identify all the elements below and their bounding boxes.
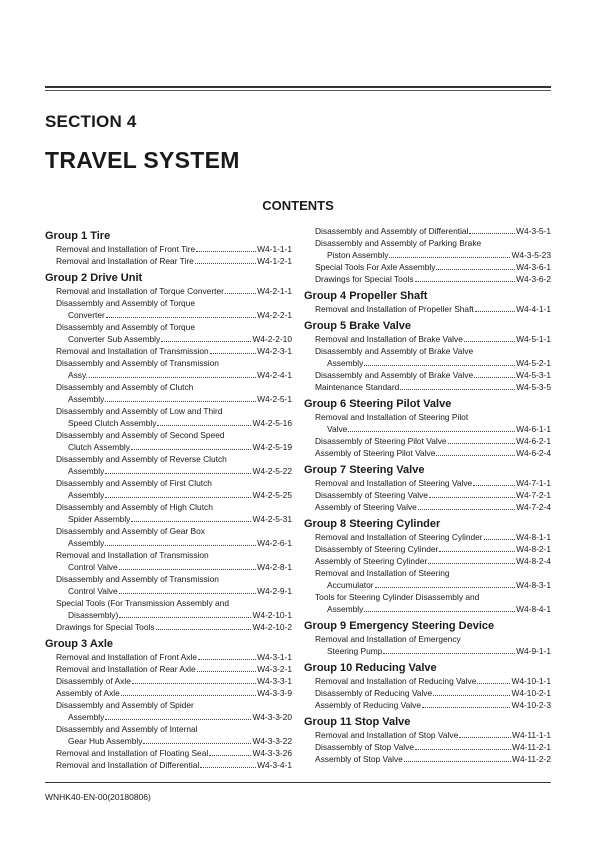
dot-leader [210,353,256,354]
page-number: W4-2-2-10 [252,334,292,344]
entry-text: Assembly [327,604,364,614]
dot-leader [474,377,515,378]
entry-text: Disassembly and Assembly of Spider [56,700,194,710]
page-number: W4-2-5-22 [252,466,292,476]
dot-leader [429,497,515,498]
dot-leader [477,683,510,684]
entry-text: Assembly of Steering Cylinder [315,556,428,566]
entry-text: Piston Assembly [327,250,389,260]
entry-text: Removal and Installation of Propeller Shaft [315,304,474,314]
group-title: Group 5 Brake Valve [304,320,411,332]
dot-leader [364,611,515,612]
dot-leader [197,671,256,672]
toc-entry[interactable] [45,675,292,687]
dot-leader [436,455,515,456]
dot-leader [418,509,515,510]
page-number: W4-2-5-19 [252,442,292,452]
toc-entry[interactable] [304,477,551,489]
toc-left-column [45,225,292,771]
dot-leader [200,767,256,768]
page-number: W4-5-3-5 [516,382,551,392]
page-number: W4-2-1-1 [257,286,292,296]
page-number: W4-3-3-20 [252,712,292,722]
entry-text: Disassembly and Assembly of Reverse Clutch [56,454,227,464]
dot-leader [132,683,256,684]
entry-text: Tools for Steering Cylinder Disassembly and [315,592,480,602]
entry-text: Disassembly and Assembly of Transmission [56,574,219,584]
toc-entry[interactable] [45,285,292,297]
page-number: W4-3-2-1 [257,664,292,674]
entry-text: Removal and Installation of Steering Cylinder [315,532,483,542]
toc-entry[interactable] [45,525,292,549]
dot-leader [156,629,252,630]
page-number: W4-7-2-1 [516,490,551,500]
group-title: Group 11 Stop Valve [304,716,411,728]
entry-text: Disassembly) [68,610,119,620]
page-number: W4-8-1-1 [516,532,551,542]
dot-leader [157,425,251,426]
dot-leader [436,269,515,270]
footer-rule [45,782,551,783]
dot-leader [119,593,256,594]
entry-text: Clutch Assembly [68,442,130,452]
page-number: W4-8-3-1 [516,580,551,590]
page-number: W4-2-10-1 [252,610,292,620]
page-number: W4-2-10-2 [252,622,292,632]
toc-group [304,517,551,615]
dot-leader [422,707,510,708]
page-number: W4-3-6-2 [516,274,551,284]
dot-leader [119,617,251,618]
toc-entry[interactable] [45,621,292,633]
toc-entry[interactable] [45,453,292,477]
entry-text: Disassembly and Assembly of Torque [56,298,196,308]
toc-entry[interactable] [304,531,551,543]
toc-entry[interactable] [45,381,292,405]
entry-text: Disassembly and Assembly of Transmission [56,358,219,368]
entry-text: Disassembly and Assembly of Second Speed [56,430,225,440]
dot-leader [105,401,256,402]
toc-entry[interactable] [45,501,292,525]
page-number: W4-8-4-1 [516,604,551,614]
dot-leader [105,473,251,474]
page-number: W4-11-2-1 [512,742,551,752]
toc-entry[interactable] [304,591,551,615]
toc-entry[interactable] [304,369,551,381]
page-number: W4-2-8-1 [257,562,292,572]
dot-leader [448,443,516,444]
page-number: W4-10-1-1 [511,676,551,686]
entry-text: Removal and Installation of Steering Valve [315,478,473,488]
entry-text: Assembly of Steering Valve [315,502,417,512]
entry-text: Removal and Installation of Stop Valve [315,730,459,740]
dot-leader [415,749,511,750]
toc-entry[interactable] [45,699,292,723]
dot-leader [375,587,516,588]
entry-text: Disassembly and Assembly of Gear Box [56,526,205,536]
dot-leader [415,281,516,282]
dot-leader [428,563,515,564]
entry-text: Removal and Installation of Reducing Valve [315,676,477,686]
dot-leader [131,449,252,450]
toc-entry[interactable] [304,741,551,753]
entry-text: Removal and Installation of Transmission [56,550,209,560]
entry-text: Disassembly of Steering Cylinder [315,544,439,554]
dot-leader [143,743,251,744]
toc-group [45,637,292,771]
toc-group [304,661,551,711]
page-number: W4-5-3-1 [516,370,551,380]
entry-text: Removal and Installation of Floating Seal [56,748,209,758]
entry-text: Disassembly of Reducing Valve [315,688,433,698]
header-rule-thick [45,86,551,88]
dot-leader [433,695,510,696]
toc-entry[interactable] [45,255,292,267]
toc-entry[interactable] [304,435,551,447]
toc-entry[interactable] [45,321,292,345]
page-number: W4-1-1-1 [257,244,292,254]
page-number: W4-6-2-1 [516,436,551,446]
group-title: Group 8 Steering Cylinder [304,518,441,530]
entry-text: Removal and Installation of Differential [56,760,200,770]
dot-leader [484,539,516,540]
toc-entry[interactable] [45,345,292,357]
toc-entry[interactable] [45,243,292,255]
dot-leader [105,497,251,498]
toc-entry[interactable] [45,597,292,621]
entry-text: Spider Assembly [68,514,131,524]
page-number: W4-7-2-4 [516,502,551,512]
entry-text: Removal and Installation of Steering Pilot [315,412,469,422]
page-number: W4-2-5-25 [252,490,292,500]
dot-leader [473,485,515,486]
toc-right-column [304,225,551,765]
toc-group [45,229,292,267]
toc-entry[interactable] [304,489,551,501]
page-number: W4-3-3-9 [257,688,292,698]
entry-text: Removal and Installation of Transmission [56,346,209,356]
entry-text: Assembly of Axle [56,688,120,698]
toc-entry[interactable] [45,477,292,501]
entry-text: Assy. [68,370,88,380]
toc-group [304,289,551,315]
entry-text: Disassembly of Axle [56,676,131,686]
entry-text: Drawings for Special Tools [56,622,155,632]
page-number: W4-2-9-1 [257,586,292,596]
toc-entry[interactable] [45,663,292,675]
entry-text: Assembly of Stop Valve [315,754,403,764]
toc-entry[interactable] [304,675,551,687]
toc-group [45,271,292,633]
entry-text: Disassembly and Assembly of First Clutch [56,478,212,488]
page-number: W4-2-5-1 [257,394,292,404]
page-number: W4-3-3-22 [252,736,292,746]
group-title: Group 4 Propeller Shaft [304,290,428,302]
entry-text: Disassembly of Steering Valve [315,490,428,500]
page-number: W4-10-2-3 [511,700,551,710]
toc-entry[interactable] [304,345,551,369]
toc-entry[interactable] [304,411,551,435]
toc-entry[interactable] [304,687,551,699]
dot-leader [439,551,515,552]
page-number: W4-8-2-4 [516,556,551,566]
section-label: SECTION 4 [45,112,137,131]
dot-leader [131,521,251,522]
toc-entry[interactable] [45,297,292,321]
group-title: Group 6 Steering Pilot Valve [304,398,452,410]
entry-text: Disassembly of Steering Pilot Valve [315,436,447,446]
page-number: W4-3-3-26 [252,748,292,758]
toc-entry[interactable] [45,687,292,699]
page-number: W4-4-1-1 [516,304,551,314]
entry-text: Assembly [327,358,364,368]
page-number: W4-6-2-4 [516,448,551,458]
toc-entry[interactable] [304,303,551,315]
dot-leader [209,755,251,756]
page-number: W4-3-4-1 [257,760,292,770]
dot-leader [464,341,515,342]
page-number: W4-11-1-1 [512,730,551,740]
entry-text: Disassembly and Assembly of Parking Brake [315,238,482,248]
entry-text: Disassembly and Assembly of Brake Valve [315,346,474,356]
page-number: W4-1-2-1 [257,256,292,266]
toc-entry[interactable] [45,573,292,597]
dot-leader [89,377,256,378]
toc-entry[interactable] [45,405,292,429]
toc-entry[interactable] [304,225,551,237]
entry-text: Steering Pump [327,646,383,656]
page-number: W4-7-1-1 [516,478,551,488]
toc-group [304,619,551,657]
group-title: Group 10 Reducing Valve [304,662,437,674]
toc-entry[interactable] [304,633,551,657]
entry-text: Removal and Installation of Emergency [315,634,461,644]
toc-entry[interactable] [45,429,292,453]
entry-text: Drawings for Special Tools [315,274,414,284]
page-number: W4-3-1-1 [257,652,292,662]
toc-entry[interactable] [304,729,551,741]
entry-text: Control Valve [68,562,118,572]
dot-leader [198,659,256,660]
toc-group [304,463,551,513]
entry-text: Disassembly and Assembly of High Clutch [56,502,213,512]
toc-entry[interactable] [304,567,551,591]
entry-text: Assembly of Reducing Valve [315,700,421,710]
dot-leader [225,293,256,294]
entry-text: Disassembly and Assembly of Internal [56,724,198,734]
entry-text: Converter [68,310,105,320]
toc-entry[interactable] [304,501,551,513]
entry-text: Special Tools (For Transmission Assembly and [56,598,229,608]
dot-leader [364,365,515,366]
page-number: W4-2-6-1 [257,538,292,548]
page-number: W4-2-3-1 [257,346,292,356]
page-number: W4-2-2-1 [257,310,292,320]
dot-leader [459,737,511,738]
entry-text: Assembly [68,538,105,548]
dot-leader [400,389,515,390]
page-number: W4-11-2-2 [512,754,551,764]
group-title: Group 7 Steering Valve [304,464,425,476]
entry-text: Disassembly and Assembly of Differential [315,226,469,236]
dot-leader [106,317,256,318]
dot-leader [121,695,256,696]
toc-entry[interactable] [45,549,292,573]
toc-group [304,225,551,285]
dot-leader [389,257,510,258]
page-number: W4-6-1-1 [516,424,551,434]
entry-text: Maintenance Standard [315,382,400,392]
dot-leader [161,341,251,342]
entry-text: Control Valve [68,586,118,596]
dot-leader [119,569,256,570]
entry-text: Removal and Installation of Front Axle [56,652,198,662]
dot-leader [195,263,256,264]
section-title: TRAVEL SYSTEM [45,147,240,173]
toc-entry[interactable] [45,759,292,771]
toc-entry[interactable] [304,555,551,567]
entry-text: Converter Sub Assembly [68,334,161,344]
toc-group [304,715,551,765]
entry-text: Disassembly of Stop Valve [315,742,414,752]
entry-text: Disassembly and Assembly of Brake Valve [315,370,474,380]
toc-entry[interactable] [304,237,551,261]
group-title: Group 2 Drive Unit [45,272,143,284]
entry-text: Disassembly and Assembly of Clutch [56,382,194,392]
toc-entry[interactable] [304,699,551,711]
toc-entry[interactable] [45,651,292,663]
entry-text: Removal and Installation of Steering [315,568,450,578]
entry-text: Disassembly and Assembly of Low and Third [56,406,223,416]
contents-heading: CONTENTS [262,198,334,213]
entry-text: Assembly [68,712,105,722]
page-number: W4-5-1-1 [516,334,551,344]
entry-text: Assembly of Steering Pilot Valve [315,448,436,458]
page-number: W4-5-2-1 [516,358,551,368]
toc-entry[interactable] [304,543,551,555]
entry-text: Removal and Installation of Rear Axle [56,664,196,674]
dot-leader [105,545,256,546]
page-number: W4-10-2-1 [511,688,551,698]
toc-entry[interactable] [304,381,551,393]
toc-entry[interactable] [304,261,551,273]
dot-leader [383,653,515,654]
dot-leader [196,251,256,252]
dot-leader [475,311,515,312]
toc-entry[interactable] [304,273,551,285]
toc-entry[interactable] [45,747,292,759]
document-code: WNHK40-EN-00(20180806) [45,792,151,802]
toc-entry[interactable] [304,753,551,765]
entry-text: Disassembly and Assembly of Torque [56,322,196,332]
page-number: W4-2-4-1 [257,370,292,380]
group-title: Group 3 Axle [45,638,114,650]
page-number: W4-3-5-23 [511,250,551,260]
toc-entry[interactable] [45,723,292,747]
page-number: W4-3-6-1 [516,262,551,272]
page-number: W4-3-5-1 [516,226,551,236]
page-number: W4-2-5-31 [252,514,292,524]
group-title: Group 1 Tire [45,230,111,242]
entry-text: Speed Clutch Assembly [68,418,157,428]
entry-text: Gear Hub Assembly [68,736,143,746]
dot-leader [404,761,511,762]
entry-text: Special Tools For Axle Assembly [315,262,436,272]
entry-text: Removal and Installation of Rear Tire [56,256,194,266]
entry-text: Accumulator [327,580,374,590]
page-number: W4-9-1-1 [516,646,551,656]
entry-text: Assembly [68,394,105,404]
entry-text: Assembly [68,490,105,500]
dot-leader [105,719,251,720]
toc-entry[interactable] [304,333,551,345]
toc-entry[interactable] [45,357,292,381]
entry-text: Removal and Installation of Front Tire [56,244,196,254]
header-rule-thin [45,90,551,91]
entry-text: Assembly [68,466,105,476]
page-number: W4-2-5-16 [252,418,292,428]
toc-entry[interactable] [304,447,551,459]
toc-group [304,319,551,393]
dot-leader [469,233,515,234]
page-number: W4-3-3-1 [257,676,292,686]
entry-text: Removal and Installation of Brake Valve [315,334,463,344]
dot-leader [348,431,515,432]
toc-group [304,397,551,459]
entry-text: Valve [327,424,348,434]
entry-text: Removal and Installation of Torque Converter [56,286,224,296]
group-title: Group 9 Emergency Steering Device [304,620,495,632]
page-number: W4-8-2-1 [516,544,551,554]
